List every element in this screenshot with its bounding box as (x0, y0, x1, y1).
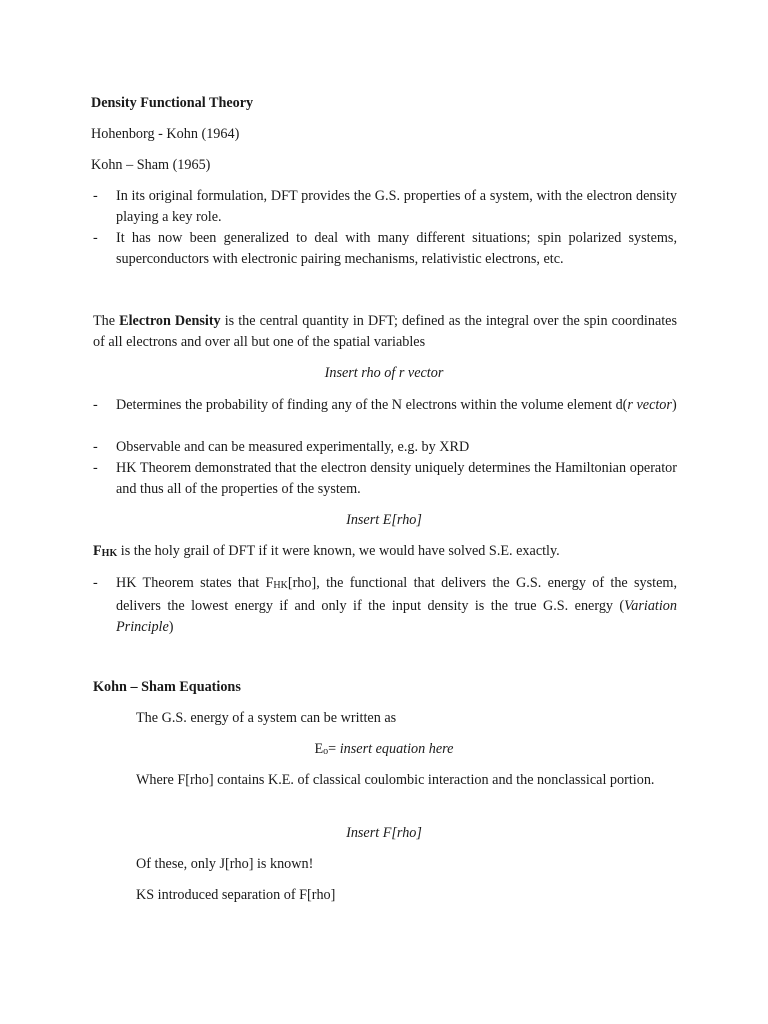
intro-bullet-2: It has now been generalized to deal with many different situations; spin polarized systems, superconductors with electronic pairing mechanisms, relativistic electrons, etc. (116, 230, 677, 267)
electron-density-paragraph (93, 311, 677, 353)
e0-insert-text: insert equation here (339, 741, 454, 757)
ks-separation-line: KS introduced separation of F[rho] (136, 887, 336, 903)
electron-density-post: is the central quantity in DFT; defined as the integral over the spin coordinates of all electrons and over all but one of the spatial variables (93, 313, 677, 350)
bullet-marker: - (93, 439, 98, 455)
hk-theorem-pre: HK Theorem states that F (116, 575, 274, 591)
reference-kohn-sham: Kohn – Sham (1965) (91, 157, 211, 173)
document-heading: Density Functional Theory (91, 95, 254, 111)
density-bullet-2: Observable and can be measured experimentally, e.g. by XRD (116, 439, 470, 455)
of-these-line: Of these, only J[rho] is known! (136, 856, 314, 872)
hk-theorem-subscript: HK (273, 580, 288, 591)
density-bullet-1-italic: r vector (627, 397, 672, 413)
hk-theorem-close: ) (168, 619, 174, 635)
insert-f-rho-placeholder: Insert F[rho] (346, 825, 422, 841)
e0-equals: = (328, 741, 340, 757)
fhk-subscript: HK (101, 548, 118, 559)
hk-theorem-post: [rho], the functional that delivers the G.S. energy of the system, delivers the lowest energy if and only if the input density is the true G.S. energy ( (116, 575, 677, 614)
density-bullet-1-text: Determines the probability of finding any of the N electrons within the volume element d( (116, 397, 628, 413)
density-bullet-1 (116, 395, 677, 416)
fhk-statement (93, 541, 560, 564)
fhk-symbol: F (93, 543, 102, 559)
bullet-marker: - (93, 188, 98, 204)
fhk-statement-text: is the holy grail of DFT if it were known, we would have solved S.E. exactly. (117, 543, 560, 559)
intro-bullet-1: In its original formulation, DFT provides the G.S. properties of a system, with the electron density playing a key role. (116, 188, 677, 225)
kohn-sham-heading: Kohn – Sham Equations (93, 679, 241, 695)
e0-equation-placeholder (0, 739, 768, 762)
e0-symbol: E (314, 741, 324, 757)
bullet-marker: - (93, 397, 98, 413)
reference-hohenberg-kohn: Hohenborg - Kohn (1964) (91, 126, 240, 142)
bullet-marker: - (93, 575, 98, 591)
electron-density-pre: The (93, 313, 120, 329)
bullet-marker: - (93, 230, 98, 246)
insert-e-rho-placeholder: Insert E[rho] (346, 512, 422, 528)
electron-density-term: Electron Density (119, 313, 221, 329)
where-f-rho-paragraph: Where F[rho] contains K.E. of classical coulombic interaction and the nonclassical portion. (136, 772, 655, 788)
density-bullet-3: HK Theorem demonstrated that the electron density uniquely determines the Hamiltonian operator and thus all of the properties of the system. (116, 460, 677, 497)
ks-energy-line: The G.S. energy of a system can be written as (136, 710, 397, 726)
density-bullet-1-close: ) (671, 397, 677, 413)
hk-theorem-bullet (116, 573, 677, 638)
variation-principle-term: Variation Principle (116, 598, 677, 635)
bullet-marker: - (93, 460, 98, 476)
e0-subscript: o (323, 746, 329, 757)
insert-rho-placeholder: Insert rho of r vector (324, 365, 444, 381)
